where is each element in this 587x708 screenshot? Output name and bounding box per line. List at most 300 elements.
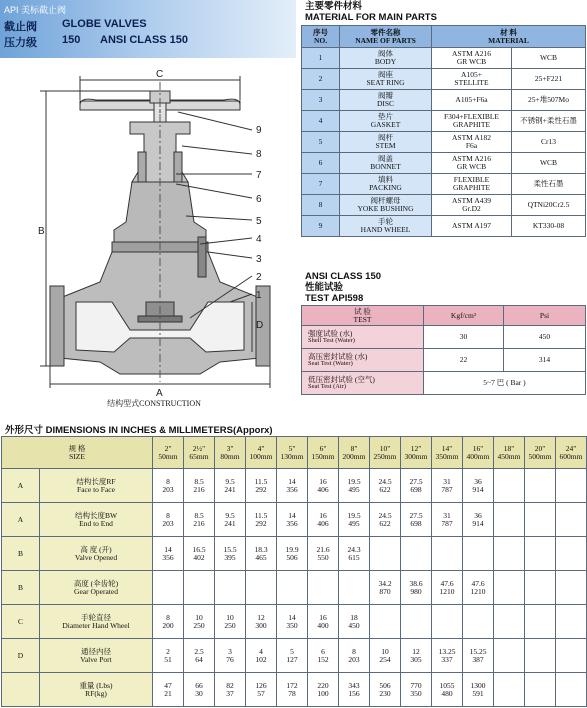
material-no: 9 [302,216,340,237]
material-no: 3 [302,90,340,111]
dimensions-value-inch: 38.6 [409,578,423,588]
dimensions-value-mm: 914 [472,484,484,494]
material-part-name [340,153,432,174]
dimensions-item-name-en: Face to Face [77,484,115,494]
dimensions-value-mm: 914 [472,518,484,528]
dimensions-value-mm: 870 [379,586,391,596]
dimensions-key [2,673,40,707]
dimensions-value-cell [184,537,215,571]
dimensions-value-inch: 126 [255,680,267,690]
dimensions-size-col [153,437,184,469]
part-number-1: 1 [256,290,262,301]
dimensions-value-cell [556,673,587,707]
material-part-name-en: DISC [376,99,395,108]
dimensions-value-mm: 395 [224,552,236,562]
dimensions-value-cell [277,571,308,605]
test-row [302,349,586,372]
dimensions-value-mm: 622 [379,518,391,528]
dimensions-value-inch: 14 [288,476,296,486]
dimensions-value-cell [308,503,339,537]
dimensions-value-inch: 2.5 [194,646,204,656]
dimensions-value-cell [432,537,463,571]
dimensions-value-cell [432,639,463,673]
dimensions-value-mm: 241 [224,518,236,528]
dimensions-value-inch: 9.5 [225,510,235,520]
dimensions-value-cell [153,605,184,639]
dimensions-value-inch: 770 [410,680,422,690]
dimensions-value-cell [246,673,277,707]
test-medium-en: (Water) [333,359,353,367]
dimensions-value-cell [494,469,525,503]
dimensions-value-mm: 156 [348,688,360,698]
dimensions-value-cell [339,537,370,571]
dimensions-value-inch: 13.25 [438,646,456,656]
dimensions-size-inch: 16" [472,443,484,453]
dim-label-c: C [156,69,164,80]
dimensions-value-cell [432,571,463,605]
dimensions-size-mm: 80mm [220,451,240,461]
dimensions-value-inch: 24.5 [378,510,392,520]
dimensions-size-col [308,437,339,469]
dimensions-value-mm: 100 [317,688,329,698]
dimensions-item-name [40,639,153,673]
dimensions-value-cell [246,503,277,537]
test-medium-cn: (水) [339,328,353,338]
dimensions-value-mm: 152 [317,654,329,664]
dimensions-value-inch: 21.6 [316,544,330,554]
dimensions-value-inch: 15.25 [469,646,487,656]
dimensions-value-cell [463,639,494,673]
dimensions-value-mm: 37 [226,688,234,698]
part-number-3: 3 [256,254,262,265]
dimensions-value-cell [215,469,246,503]
dimensions-value-mm: 203 [348,654,360,664]
dimensions-value-mm: 216 [193,484,205,494]
test-psi-value: 314 [504,349,586,372]
material-standard [432,195,512,216]
dimensions-value-cell [184,571,215,605]
dimensions-value-inch: 24.3 [347,544,361,554]
test-title-class: ANSI CLASS 150 [305,271,382,282]
material-row [302,216,586,237]
dimensions-value-cell [556,537,587,571]
dimensions-value-inch: 14 [164,544,172,554]
dimensions-item-name-en: End to End [79,518,113,528]
dimensions-value-cell [308,469,339,503]
dimensions-value-inch: 27.5 [409,510,423,520]
dimensions-size-col [401,437,432,469]
material-part-name-cn: 阀杆 [378,133,393,143]
dimensions-value-cell [494,673,525,707]
dimensions-value-cell [277,673,308,707]
test-medium-cn: (水) [354,351,368,361]
dimensions-rows [2,469,587,707]
dimensions-value-cell [463,537,494,571]
dimensions-value-mm: 622 [379,484,391,494]
dimensions-size-mm: 400mm [466,451,490,461]
dimensions-value-inch: 15.5 [223,544,237,554]
test-name-en: Shell Test [308,336,334,344]
dimensions-value-cell [432,503,463,537]
dimensions-value-mm: 406 [317,518,329,528]
test-name-line2 [308,338,422,345]
header-product-cn: 截止阀 [4,21,37,33]
dimensions-value-cell [246,571,277,605]
material-row [302,153,586,174]
dimensions-value-inch: 8 [166,476,170,486]
dimensions-size-mm: 350mm [435,451,459,461]
material-standard [432,216,512,237]
dimensions-value-cell [153,571,184,605]
test-title-en: TEST API598 [305,292,364,304]
dimensions-value-cell [308,605,339,639]
dimensions-value-cell [370,571,401,605]
material-row [302,132,586,153]
material-part-name-en: PACKING [369,183,402,192]
material-row [302,195,586,216]
header-pressure-cn: 压力级 [4,37,37,49]
material-part-name [340,111,432,132]
material-part-name-cn: 阀瓣 [378,91,393,101]
dimensions-value-inch: 1055 [439,680,455,690]
dimensions-value-mm: 337 [441,654,453,664]
dimensions-value-cell [401,503,432,537]
header-pressure [4,34,189,50]
dimensions-value-inch: 47.6 [471,578,485,588]
dimensions-value-cell [401,605,432,639]
dimensions-value-mm: 787 [441,484,453,494]
test-table [301,305,586,395]
dimensions-value-cell [277,537,308,571]
dimensions-item-name [40,605,153,639]
header-product [4,18,147,34]
dimensions-value-cell [556,571,587,605]
material-standard-line2: GRAPHITE [452,183,491,192]
dimensions-item-name-en: Valve Opened [74,552,118,562]
dimensions-value-cell [370,605,401,639]
dimensions-value-mm: 250 [224,620,236,630]
dimensions-value-inch: 12 [257,612,265,622]
dimensions-item-name [40,673,153,707]
dimensions-value-inch: 10 [381,646,389,656]
dimensions-item-name-cn: 通径内径 [81,646,111,656]
test-row [302,372,586,395]
dimensions-value-mm: 465 [255,552,267,562]
dimensions-value-inch: 34.2 [378,578,392,588]
dim-label-b: B [38,226,45,237]
material-standard-line2: STELLITE [454,78,489,87]
dimensions-size-col [246,437,277,469]
dimensions-size-col [339,437,370,469]
test-title-cn: 性能试验 [305,281,344,293]
dimensions-value-cell [153,673,184,707]
material-part-name [340,69,432,90]
dimensions-value-inch: 5 [290,646,294,656]
dimensions-value-mm: 57 [257,688,265,698]
dimensions-value-cell [339,503,370,537]
test-kgf-value: 30 [424,326,504,349]
dimensions-value-inch: 10 [226,612,234,622]
test-medium-en: (Air) [333,382,347,390]
dimensions-value-inch: 8 [166,510,170,520]
dimensions-size-mm: 50mm [158,451,178,461]
dimensions-size-inch: 2½" [192,443,206,453]
dimensions-value-cell [401,673,432,707]
material-standard-line2: GR WCB [456,57,487,66]
dimensions-value-cell [370,469,401,503]
part-number-labels [256,125,262,301]
dimensions-value-inch: 172 [286,680,298,690]
dimensions-value-cell [525,639,556,673]
material-standard-line1: A105+F6a [455,95,488,105]
dimensions-item-name [40,537,153,571]
dimensions-value-mm: 1210 [439,586,455,596]
dimensions-value-mm: 292 [255,518,267,528]
dimensions-row [2,605,587,639]
dimensions-value-inch: 66 [195,680,203,690]
test-row [302,326,586,349]
material-part-name [340,132,432,153]
dimensions-value-cell [401,639,432,673]
dimensions-row [2,673,587,707]
dimensions-value-cell [525,503,556,537]
material-part-name-en: SEAT RING [366,78,405,87]
dimensions-size-mm: 200mm [342,451,366,461]
dimensions-value-cell [339,605,370,639]
dimensions-value-cell [556,639,587,673]
dimensions-key: D [2,639,40,673]
part-number-9: 9 [256,125,262,136]
dimensions-value-cell [277,639,308,673]
dimensions-value-mm: 216 [193,518,205,528]
dimensions-value-cell [494,571,525,605]
dimensions-value-cell [432,605,463,639]
dimensions-value-mm: 203 [162,484,174,494]
dimensions-value-inch: 12 [412,646,420,656]
material-standard [432,69,512,90]
dimensions-value-cell [277,503,308,537]
dim-label-a: A [156,388,163,397]
dimensions-value-inch: 47.6 [440,578,454,588]
dimensions-value-inch: 14 [288,510,296,520]
dimensions-size-inch: 3" [226,443,234,453]
material-row [302,174,586,195]
test-name-cn: 强度试验 [308,328,338,338]
material-equivalent: WCB [512,48,586,69]
dimensions-item-name-en: Diameter Hand Wheel [62,620,130,630]
dimensions-value-mm: 76 [226,654,234,664]
dimensions-value-mm: 356 [162,552,174,562]
material-standard-line1: ASTM A182 [452,133,491,143]
dimensions-value-mm: 292 [255,484,267,494]
dimensions-size-inch: 8" [350,443,358,453]
material-title-cn: 主要零件材料 [305,1,363,12]
dimensions-size-inch: 18" [503,443,515,453]
dimensions-value-cell [246,605,277,639]
dimensions-size-col [463,437,494,469]
material-row [302,111,586,132]
material-table [301,25,586,237]
dimensions-value-cell [401,571,432,605]
dimensions-size-inch: 5" [288,443,296,453]
dimensions-table [1,436,587,707]
dimensions-value-cell [215,503,246,537]
dimensions-value-inch: 1300 [470,680,486,690]
dimensions-key: C [2,605,40,639]
material-standard-line1: A105+ [461,70,482,80]
dimensions-value-mm: 30 [195,688,203,698]
dimensions-value-mm: 387 [472,654,484,664]
dimensions-value-cell [308,571,339,605]
dimensions-value-cell [277,469,308,503]
dimensions-value-cell [463,469,494,503]
dimensions-value-inch: 19.5 [347,510,361,520]
dimensions-size-col [432,437,463,469]
dimensions-size-inch: 2" [164,443,172,453]
dimensions-value-cell [463,503,494,537]
dimensions-value-cell [184,605,215,639]
dimensions-size-mm: 65mm [189,451,209,461]
dimensions-value-cell [153,537,184,571]
dimensions-value-inch: 506 [379,680,391,690]
dimensions-value-cell [370,503,401,537]
dimensions-value-cell [463,605,494,639]
test-medium-en: (Water) [335,336,355,344]
dimensions-value-mm: 300 [255,620,267,630]
material-standard [432,48,512,69]
material-col-material-en: MATERIAL [488,35,529,45]
material-part-name-cn: 垫片 [378,112,393,122]
dimensions-value-cell [184,639,215,673]
material-rows [302,48,586,237]
material-standard-line1: ASTM A197 [452,221,491,231]
dimensions-value-mm: 506 [286,552,298,562]
dimensions-value-mm: 51 [164,654,172,664]
dimensions-value-mm: 305 [410,654,422,664]
dimensions-size-col [494,437,525,469]
dimensions-value-cell [215,537,246,571]
material-title-en: MATERIAL FOR MAIN PARTS [305,11,437,23]
dimensions-value-cell [370,639,401,673]
material-part-name [340,90,432,111]
dimensions-value-inch: 343 [348,680,360,690]
dimensions-size-inch: 6" [319,443,327,453]
dimensions-value-inch: 14 [288,612,296,622]
dimensions-value-mm: 356 [286,484,298,494]
dimensions-size-cn: 规 格 [68,443,86,453]
dimensions-value-cell [556,503,587,537]
test-rows [302,326,586,395]
valve-construction-drawing [0,62,296,417]
test-col-kgf: Kgf/cm² [424,306,504,326]
dimensions-value-mm: 200 [162,620,174,630]
material-col-no-en: NO. [313,35,328,45]
material-no: 4 [302,111,340,132]
dimensions-value-cell [339,571,370,605]
test-medium-cn: (空气) [354,374,375,384]
material-part-name-cn: 填料 [378,175,393,185]
dimensions-value-mm: 64 [195,654,203,664]
header-series: API 美标截止阀 [4,5,67,15]
dimensions-row [2,639,587,673]
dimensions-value-inch: 18.3 [254,544,268,554]
test-name-line2 [308,384,422,391]
dimensions-value-cell [215,605,246,639]
material-no: 2 [302,69,340,90]
dimensions-value-cell [339,673,370,707]
material-part-name-en: STEM [375,141,396,150]
dimensions-value-cell [184,503,215,537]
dimensions-size-inch: 12" [410,443,422,453]
dimensions-value-cell [525,673,556,707]
material-standard-line2: GRAPHITE [452,120,491,129]
dimensions-item-name-cn: 高 度 (开) [80,544,112,554]
dimensions-size-mm: 100mm [249,451,273,461]
dimensions-value-mm: 615 [348,552,360,562]
dimensions-value-cell [463,673,494,707]
dimensions-item-name-en: Valve Port [80,654,112,664]
material-equivalent: Cr13 [512,132,586,153]
dimensions-value-mm: 787 [441,518,453,528]
material-part-name-en: YOKE BUSHING [357,204,414,213]
dimensions-value-cell [339,639,370,673]
dimensions-item-name-en: Gear Operated [74,586,118,596]
dimensions-value-mm: 21 [164,688,172,698]
dimensions-value-cell [153,469,184,503]
test-name-line2 [308,361,422,368]
material-standard [432,132,512,153]
dimensions-size-mm: 250mm [373,451,397,461]
dimensions-key: A [2,503,40,537]
test-pressure-range: 5~7 巴 ( Bar ) [424,372,586,395]
material-standard [432,174,512,195]
material-standard-line2: F6a [465,141,478,150]
dimensions-value-inch: 16 [319,510,327,520]
dimensions-value-cell [184,673,215,707]
dimensions-value-cell [215,571,246,605]
material-no: 5 [302,132,340,153]
dimensions-value-mm: 1210 [470,586,486,596]
material-equivalent: 不锈钢+柔性石墨 [512,111,586,132]
dimensions-value-inch: 4 [259,646,263,656]
material-col-name [340,26,432,48]
dimensions-value-cell [215,639,246,673]
material-part-name-en: BODY [374,57,397,66]
dimensions-title: 外形尺寸 DIMENSIONS IN INCHES & MILLIMETERS(Apporx) [5,425,273,436]
material-standard [432,153,512,174]
dimensions-value-inch: 36 [474,476,482,486]
dimensions-value-inch: 220 [317,680,329,690]
dimensions-size-mm: 300mm [404,451,428,461]
dimensions-value-mm: 203 [162,518,174,528]
dimensions-row [2,469,587,503]
material-equivalent: 25+F221 [512,69,586,90]
material-equivalent: 柔性石墨 [512,174,586,195]
test-title [305,272,381,305]
dimensions-value-cell [401,537,432,571]
dimensions-value-mm: 241 [224,484,236,494]
material-col-material [432,26,586,48]
dimensions-value-mm: 350 [286,620,298,630]
dimensions-value-mm: 495 [348,518,360,528]
dimensions-item-name-cn: 高度 (伞齿轮) [73,578,119,588]
dimensions-item-name [40,571,153,605]
dimensions-value-inch: 27.5 [409,476,423,486]
dimensions-item-name-cn: 重量 (Lbs) [79,680,113,690]
dimensions-value-inch: 9.5 [225,476,235,486]
dimensions-key: A [2,469,40,503]
dimensions-value-cell [401,469,432,503]
